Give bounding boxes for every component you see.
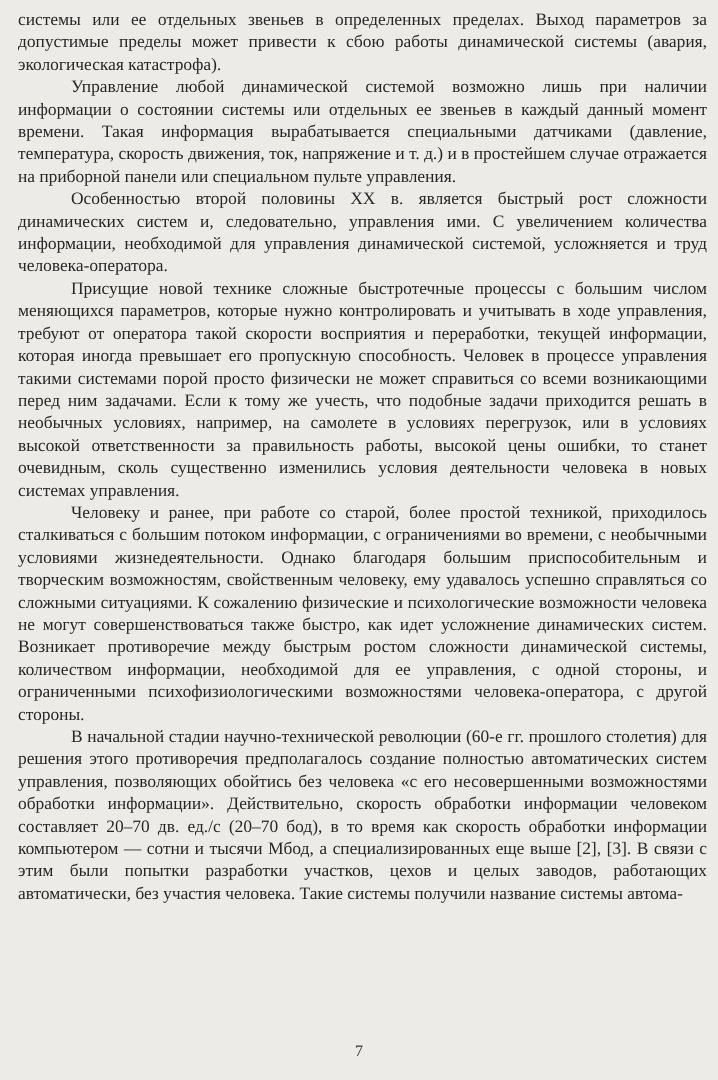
paragraph-4: Присущие новой технике сложные быстротечные процессы с большим числом меняющихся параметров, которые нужно контролировать и учитывать в ходе управления, требуют от оператора такой скорости восприятия и переработки, текущей информации, которая иногда превышает его пропускную способность. Человек в процессе управления такими системами порой просто физически не может справиться со всеми возникающими перед ним задачами. Если к тому же учесть, что подобные задачи приходится решать в необычных условиях, например, на самолете в условиях перегрузок, или в условиях высокой ответственности за правильность работы, высокой цены ошибки, то станет очевидным, сколь существенно изменились условия деятельности человека в новых системах управления. bbox=[18, 277, 707, 500]
paragraph-6: В начальной стадии научно-технической революции (60-е гг. прошлого столетия) для решения этого противоречия предполагалось создание полностью автоматических систем управления, позволяющих обойтись без человека «с его несовершенными возможностями обработки информации». Действительно, скорость обработки информации человеком составляет 20–70 дв. ед./с (20–70 бод), в то время как скорость обработки информации компьютером — сотни и тысячи Мбод, а специализированных еще выше [2], [3]. В связи с этим были попытки разработки участков, цехов и целых заводов, работающих автоматически, без участия человека. Такие системы получили название системы автома- bbox=[18, 726, 707, 903]
paragraph-3: Особенностью второй половины XX в. является быстрый рост сложности динамических систем и, следовательно, управления ими. С увеличением количества информации, необходимой для управления динамической системой, усложняется и труд человека-оператора. bbox=[18, 188, 707, 276]
page-number: 7 bbox=[355, 1043, 363, 1060]
paragraph-5: Человеку и ранее, при работе со старой, более простой техникой, приходилось сталкиваться с большим потоком информации, с ограничениями во времени, с необычными условиями жизнедеятельности. Однако благодаря большим приспособительным и творческим возможностям, свойственным человеку, ему удавалось успешно справляться со сложными ситуациями. К сожалению физические и психологические возможности человека не могут совершенствоваться также быстро, как идет усложнение динамических систем. Возникает противоречие между быстрым ростом сложности динамической системы, количеством информации, необходимой для ее управления, с одной стороны, и ограниченными психофизиологическими возможностями человека-оператора, с другой стороны. bbox=[18, 501, 707, 724]
paragraph-2: Управление любой динамической системой возможно лишь при наличии информации о состоянии системы или отдельных ее звеньев в каждый данный момент времени. Такая информация вырабатывается специальными датчиками (давление, температура, скорость движения, ток, напряжение и т. д.) и в простейшем случае отражается на приборной панели или специальном пульте управления. bbox=[18, 76, 707, 186]
body-text bbox=[18, 8, 707, 904]
paragraph-1: системы или ее отдельных звеньев в определенных пределах. Выход параметров за допустимые пределы может привести к сбою работы динамической системы (авария, экологическая катастрофа). bbox=[18, 9, 707, 74]
